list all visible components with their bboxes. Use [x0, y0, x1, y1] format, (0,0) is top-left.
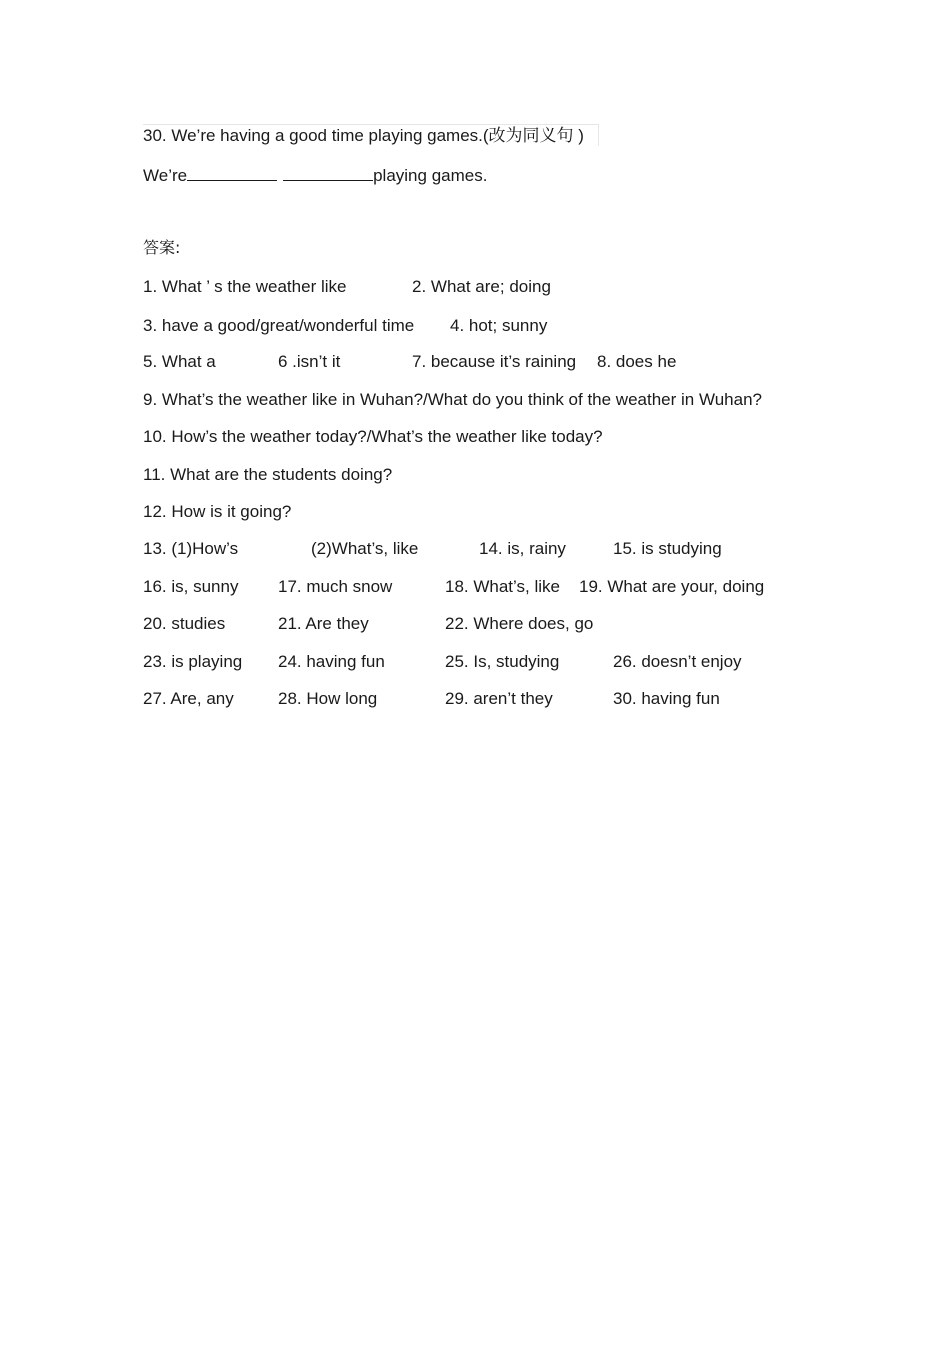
answer-item: 9. What’s the weather like in Wuhan?/What do you think of the weather in Wuhan?	[143, 390, 762, 409]
answer-item: 13. (1)How’s	[143, 539, 239, 558]
answer-item: 6 .isn’t it	[278, 352, 341, 371]
answer-item: 17. much snow	[278, 577, 393, 596]
question-30-prompt: 30. We’re having a good time playing games.(改为同义句 )	[143, 126, 584, 145]
answer-item: 26. doesn’t enjoy	[613, 652, 742, 671]
question-30	[143, 126, 584, 146]
answer-item: 8. does he	[597, 352, 677, 371]
answer-item: 25. Is, studying	[445, 652, 560, 671]
answer-item: 7. because it’s raining	[412, 352, 577, 371]
answer-prefix: We’re	[143, 166, 188, 185]
answer-suffix: playing games.	[373, 166, 488, 185]
answer-item: 15. is studying	[613, 539, 722, 558]
answer-item: 23. is playing	[143, 652, 243, 671]
answer-item: 1. What ’ s the weather like	[143, 277, 347, 296]
answer-item: 19. What are your, doing	[579, 577, 765, 596]
answer-item: 22. Where does, go	[445, 614, 594, 633]
answer-item: 5. What a	[143, 352, 216, 371]
answer-item: 29. aren’t they	[445, 689, 553, 708]
answer-item: 16. is, sunny	[143, 577, 239, 596]
answer-item: 27. Are, any	[143, 689, 234, 708]
answer-item: 14. is, rainy	[479, 539, 566, 558]
answer-item: 30. having fun	[613, 689, 720, 708]
answer-blank-1	[187, 164, 277, 181]
answer-item: 21. Are they	[278, 614, 369, 633]
question-30-answer-line	[143, 164, 487, 186]
answer-item: 20. studies	[143, 614, 226, 633]
answer-item: 11. What are the students doing?	[143, 465, 393, 484]
answer-item: 4. hot; sunny	[450, 316, 548, 335]
answer-item: 18. What’s, like	[445, 577, 560, 596]
answers-heading: 答案:	[143, 238, 181, 257]
answer-item: 3. have a good/great/wonderful time	[143, 316, 415, 335]
answer-item: 24. having fun	[278, 652, 385, 671]
answer-item: 2. What are; doing	[412, 277, 551, 296]
answer-blank-2	[283, 164, 373, 181]
answer-item: 12. How is it going?	[143, 502, 292, 521]
answer-item: 10. How’s the weather today?/What’s the weather like today?	[143, 427, 603, 446]
answer-item: 28. How long	[278, 689, 378, 708]
question-frame	[143, 124, 599, 146]
answer-item: (2)What’s, like	[311, 539, 419, 558]
